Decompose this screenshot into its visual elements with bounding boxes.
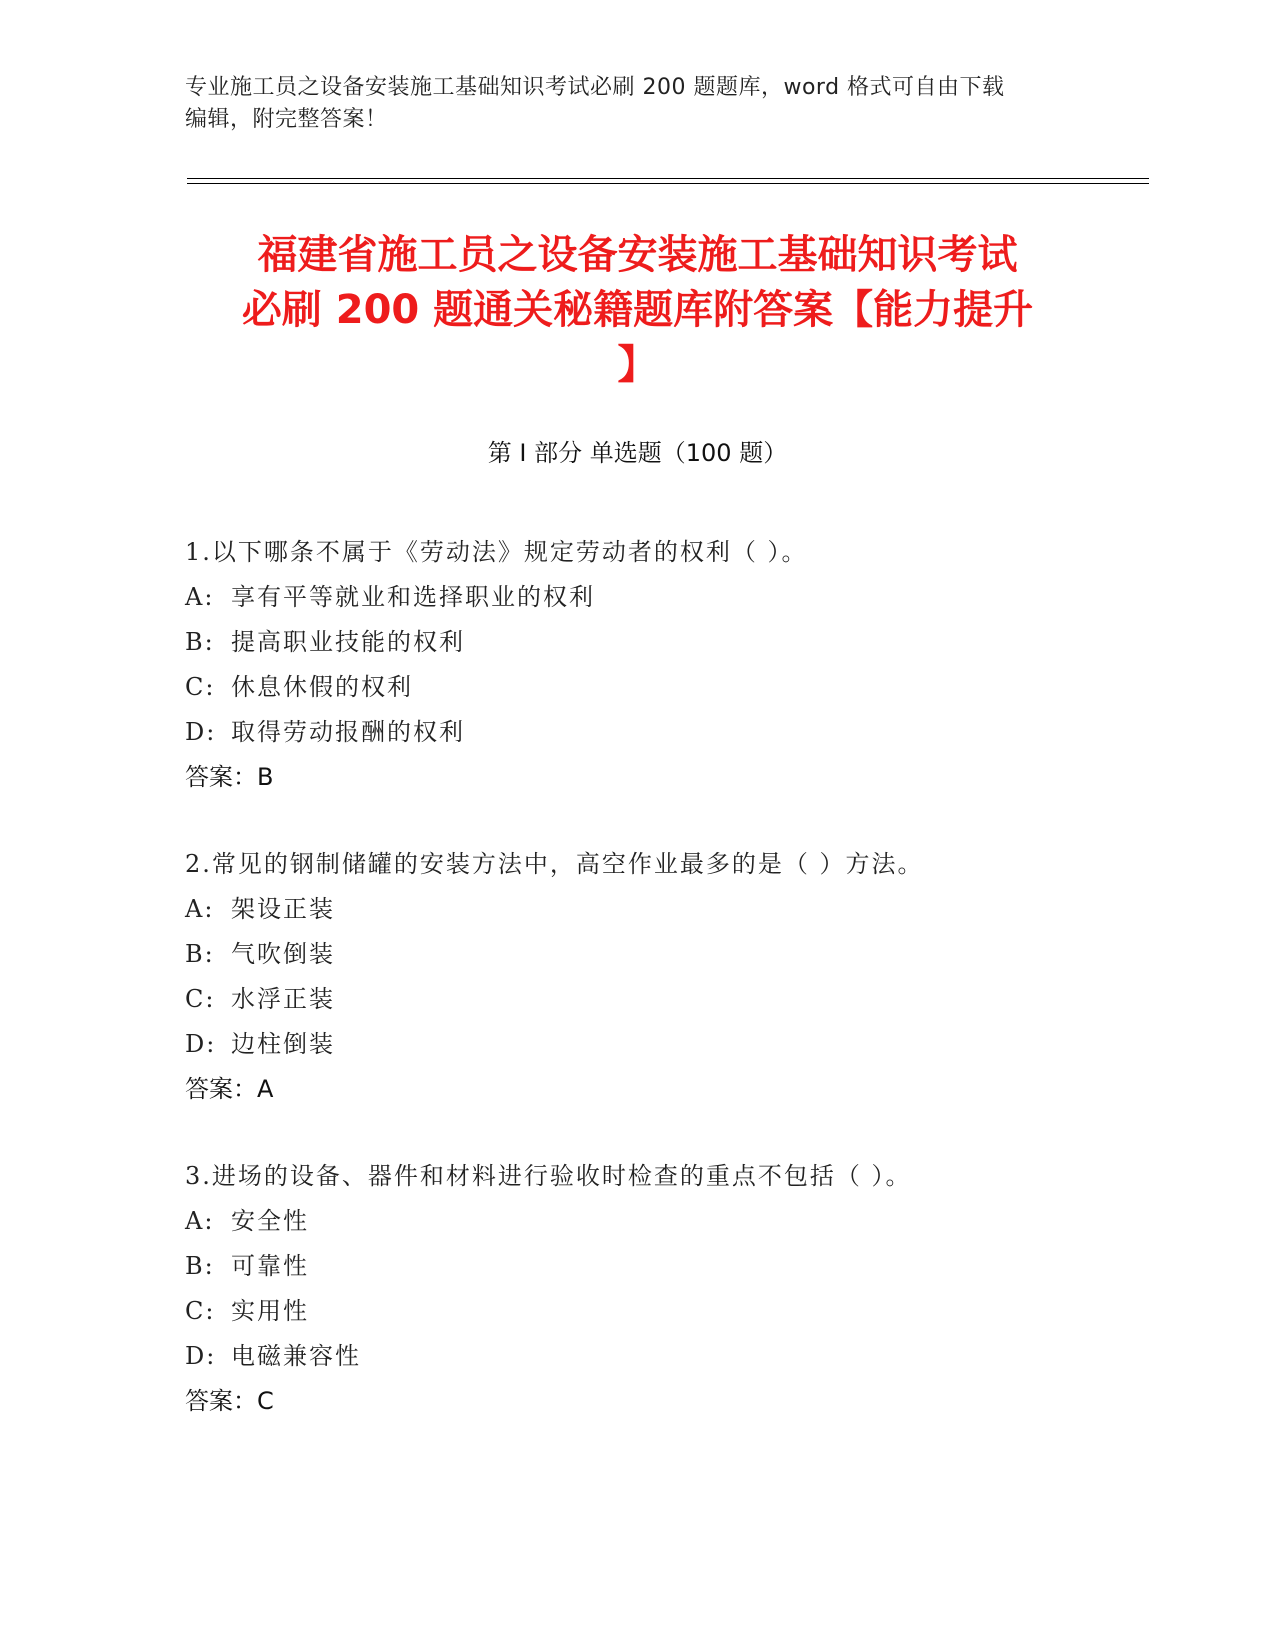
option-text: 气吹倒装 [231,940,335,968]
answer-line: 答案：C [185,1387,274,1415]
option-text: 可靠性 [231,1252,309,1280]
question-stem: 1.以下哪条不属于《劳动法》规定劳动者的权利（ ）。 [185,538,808,566]
question-list [185,530,1085,1466]
option-c [185,977,1085,1022]
option-a [185,887,1085,932]
answer-line: 答案：A [185,1075,274,1103]
header-note-line-2: 编辑，附完整答案！ [185,107,388,132]
header-note [185,72,1075,136]
option-text: 实用性 [231,1297,309,1325]
option-text: 架设正装 [231,895,335,923]
option-a [185,1199,1085,1244]
option-key: A: [185,895,215,923]
option-d [185,710,1085,755]
option-key: C: [185,673,216,701]
header-divider-top [187,178,1149,179]
option-text: 休息休假的权利 [231,673,413,701]
question-item [185,1154,1085,1424]
question-item [185,530,1085,800]
option-key: B: [185,1252,215,1280]
option-b [185,932,1085,977]
option-text: 水浮正装 [231,985,335,1013]
option-key: B: [185,628,215,656]
option-c [185,1289,1085,1334]
option-text: 安全性 [231,1207,309,1235]
option-text: 享有平等就业和选择职业的权利 [231,583,595,611]
section-heading: 第 I 部分 单选题（100 题） [487,439,788,467]
question-stem: 2.常见的钢制储罐的安装方法中，高空作业最多的是（ ）方法。 [185,850,924,878]
option-c [185,665,1085,710]
option-b [185,1244,1085,1289]
question-item [185,842,1085,1112]
option-text: 提高职业技能的权利 [231,628,465,656]
option-d [185,1022,1085,1067]
option-text: 边柱倒装 [231,1030,335,1058]
option-key: B: [185,940,215,968]
option-d [185,1334,1085,1379]
option-text: 电磁兼容性 [231,1342,361,1370]
option-key: C: [185,985,216,1013]
header-note-line-1: 专业施工员之设备安装施工基础知识考试必刷 200 题题库，word 格式可自由下载 [185,75,1005,100]
option-key: D: [185,718,217,746]
document-title-line-2: 必刷 200 题通关秘籍题库附答案【能力提升 [241,287,1034,333]
question-stem: 3.进场的设备、器件和材料进行验收时检查的重点不包括（ ）。 [185,1162,912,1190]
option-b [185,620,1085,665]
option-key: D: [185,1342,217,1370]
option-text: 取得劳动报酬的权利 [231,718,465,746]
document-title [180,228,1095,393]
option-key: D: [185,1030,217,1058]
option-key: A: [185,1207,215,1235]
header-divider-bottom [187,183,1149,184]
option-key: A: [185,583,215,611]
document-title-line-3: 】 [617,342,658,388]
answer-line: 答案：B [185,763,274,791]
option-a [185,575,1085,620]
option-key: C: [185,1297,216,1325]
document-title-line-1: 福建省施工员之设备安装施工基础知识考试 [257,232,1018,278]
